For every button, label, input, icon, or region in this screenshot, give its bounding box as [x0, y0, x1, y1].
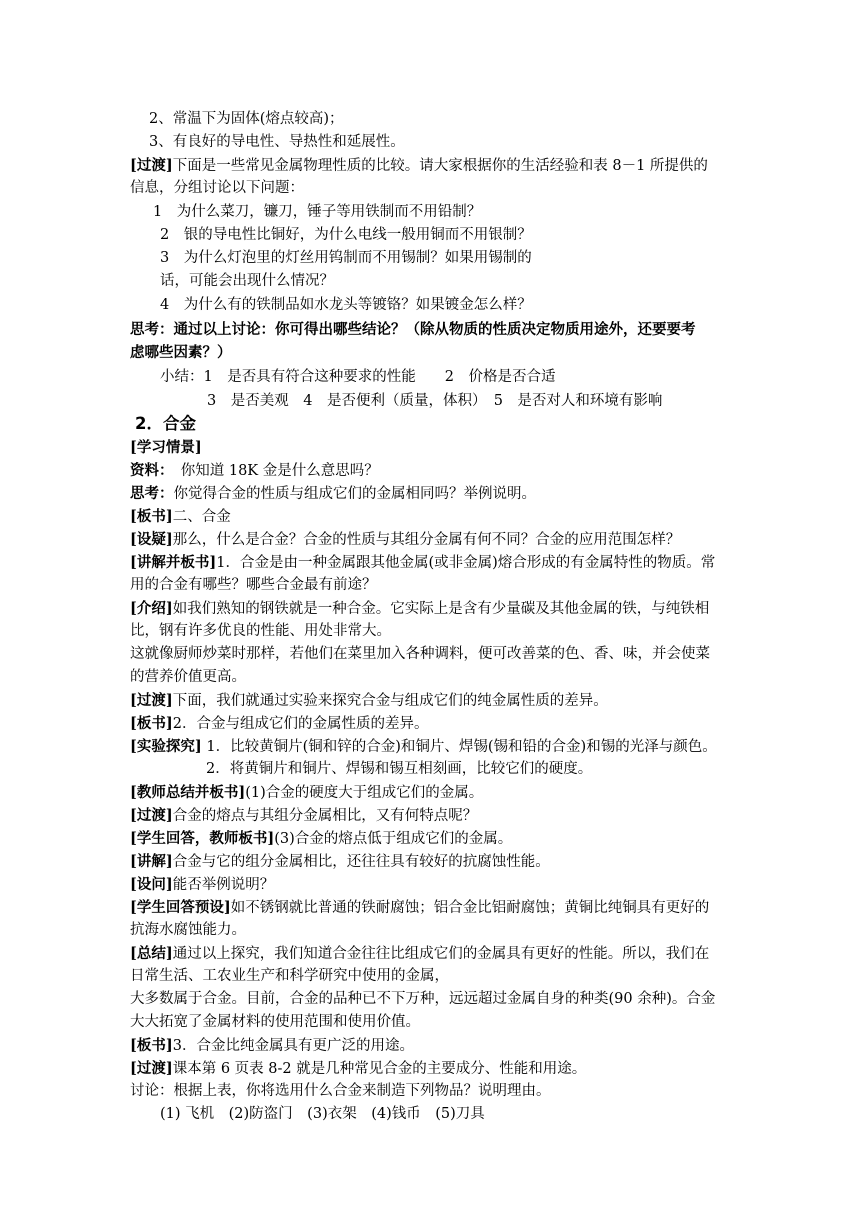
list-item: 4 为什么有的铁制品如水龙头等镀铬？如果镀金怎么样？ — [160, 297, 532, 313]
text-line: 日常生活、工农业生产和科学研究中使用的金属， — [130, 968, 449, 984]
text-line: [学生回答预设]如不锈钢就比普通的铁耐腐蚀；铝合金比铝耐腐蚀；黄铜比纯铜具有更好的 — [130, 899, 710, 916]
text-line: 大大拓宽了金属材料的使用范围和使用价值。 — [130, 1014, 420, 1030]
text-line: 的营养价值更高。 — [130, 669, 246, 685]
text-line: [教师总结并板书](1)合金的硬度大于组成它们的金属。 — [130, 784, 484, 801]
text-line: [过渡]合金的熔点与其组分金属相比，又有何特点呢？ — [130, 807, 478, 824]
section-heading: 2．合金 — [135, 414, 196, 433]
text-line: 信息，分组讨论以下问题： — [130, 180, 304, 196]
text-line: [板书]二、合金 — [130, 508, 231, 525]
text-line: [过渡]下面，我们就通过实验来探究合金与组成它们的纯金属性质的差异。 — [130, 692, 608, 709]
text-line: 用的合金有哪些？哪些合金最有前途？ — [130, 577, 377, 593]
text-line: 讨论：根据上表，你将选用什么合金来制造下列物品？说明理由。 — [130, 1083, 551, 1099]
text-line: 大多数属于合金。目前，合金的品种已不下万种，远远超过金属自身的种类(90 余种)。合金 — [130, 991, 716, 1007]
text-line: 这就像厨师炒菜时那样，若他们在菜里加入各种调料，便可改善菜的色、香、味，并会使菜 — [130, 646, 710, 662]
item-list: (1) 飞机 (2)防盗门 (3)衣架 (4)钱币 (5)刀具 — [160, 1106, 485, 1122]
text-line: 比，钢有许多优良的性能、用处非常大。 — [130, 623, 391, 639]
text-line: [板书]3．合金比纯金属具有更广泛的用途。 — [130, 1037, 414, 1054]
text-line: [过渡]课本第 6 页表 8-2 就是几种常见合金的主要成分、性能和用途。 — [130, 1060, 587, 1077]
text-line: [学习情景] — [130, 439, 202, 456]
text-line: [总结]通过以上探究，我们知道合金往往比组成它们的金属具有更好的性能。所以，我们在 — [130, 945, 710, 962]
text-line: 话，可能会出现什么情况？ — [160, 273, 334, 289]
text-line: 资料： 你知道 18K 金是什么意思吗？ — [130, 462, 379, 479]
text-line: [过渡]下面是一些常见金属物理性质的比较。请大家根据你的生活经验和表 8－1 所提供的 — [130, 157, 708, 174]
text-line: [设疑]那么，什么是合金？合金的性质与其组分金属有何不同？合金的应用范围怎样？ — [130, 531, 681, 548]
text-line: 虑哪些因素？） — [130, 344, 232, 361]
text-line: [设问]能否举例说明？ — [130, 876, 275, 893]
summary-line: 小结：1 是否具有符合这种要求的性能 2 价格是否合适 — [160, 369, 556, 385]
text-line: 3、有良好的导电性、导热性和延展性。 — [149, 134, 405, 150]
text-line: [讲解]合金与它的组分金属相比，还往往具有较好的抗腐蚀性能。 — [130, 853, 550, 870]
text-line: [讲解并板书]1．合金是由一种金属跟其他金属(或非金属)熔合形成的有金属特性的物质。常 — [130, 554, 716, 571]
list-item: 1 为什么菜刀，镰刀，锤子等用铁制而不用铅制？ — [153, 204, 482, 220]
text-line: 2．将黄铜片和铜片、焊锡和锡互相刻画，比较它们的硬度。 — [206, 761, 593, 777]
list-item: 3 为什么灯泡里的灯丝用钨制而不用锡制？如果用锡制的 — [160, 250, 532, 266]
text-line: 2、常温下为固体(熔点较高)； — [149, 111, 344, 127]
list-item: 2 银的导电性比铜好，为什么电线一般用铜而不用银制？ — [160, 227, 532, 243]
text-line: 思考：通过以上讨论：你可得出哪些结论？（除从物质的性质决定物质用途外，还要要考 — [130, 321, 696, 338]
summary-line: 3 是否美观 4 是否便利（质量，体积） 5 是否对人和环境有影响 — [207, 393, 663, 409]
text-line: 思考：你觉得合金的性质与组成它们的金属相同吗？举例说明。 — [130, 485, 536, 502]
text-line: [实验探究] 1．比较黄铜片(铜和锌的合金)和铜片、焊锡(锡和铅的合金)和锡的光泽与颜色。 — [130, 738, 717, 755]
text-line: [板书]2．合金与组成它们的金属性质的差异。 — [130, 715, 429, 732]
text-line: [学生回答，教师板书](3)合金的熔点低于组成它们的金属。 — [130, 830, 513, 847]
text-line: [介绍]如我们熟知的钢铁就是一种合金。它实际上是含有少量碳及其他金属的铁，与纯铁相 — [130, 600, 710, 617]
text-line: 抗海水腐蚀能力。 — [130, 922, 246, 938]
